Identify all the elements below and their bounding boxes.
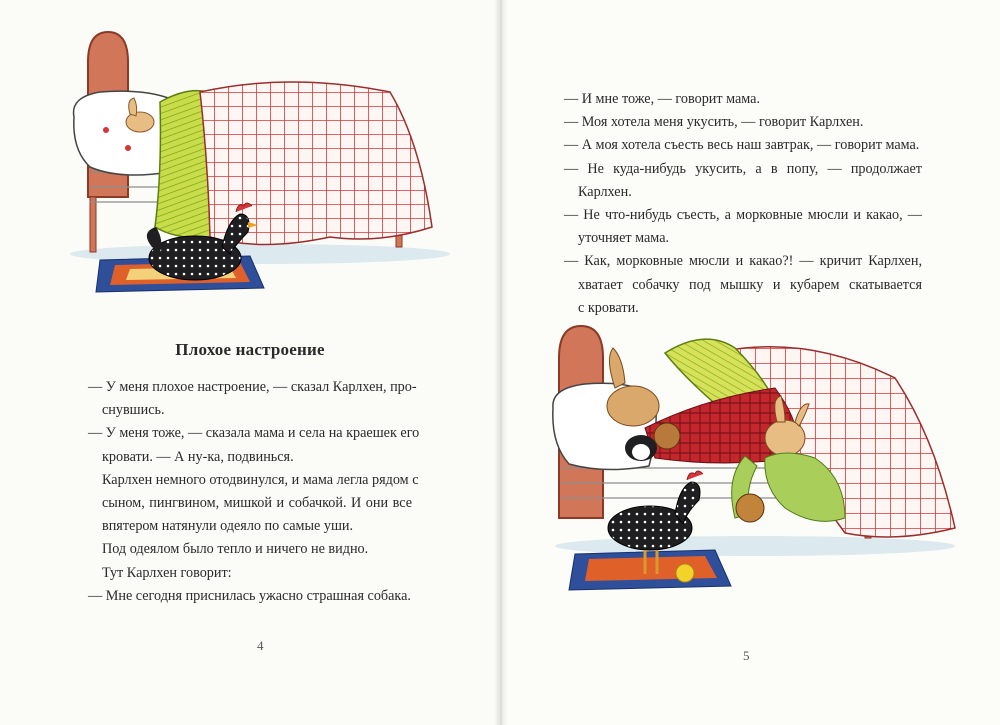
bed-illustration-tumbling [545, 318, 975, 598]
page-number-left: 4 [257, 638, 264, 653]
text-line: кровати. — А ну-ка, подвинься. [102, 448, 294, 465]
text-line: — Не куда-нибудь укусить, а в попу, — продолжает [564, 160, 922, 177]
chapter-heading: Плохое настроение [175, 340, 325, 359]
right-page-text [564, 88, 922, 320]
text-line: сыном, пингвином, мишкой и собачкой. И они все [102, 495, 412, 512]
bed-illustration-sleeping [60, 22, 460, 302]
text-line: Карлхен немного отодвинулся, и мама легла рядом с [102, 471, 419, 488]
text-line: — Мне сегодня приснилась ужасно страшная собака. [88, 587, 411, 604]
book-gutter [494, 0, 508, 725]
left-page-text [88, 376, 420, 608]
text-line: снувшись. [102, 402, 165, 419]
text-line: — А моя хотела съесть весь наш завтрак, — говорит мама. [564, 137, 920, 154]
text-line: — Моя хотела меня укусить, — говорит Карлхен. [564, 114, 864, 131]
page-number-right: 5 [743, 648, 750, 663]
text-line: Карлхен. [578, 183, 632, 200]
text-line: хватает собачку под мышку и кубарем скатывается [578, 276, 922, 293]
text-line: Под одеялом было тепло и ничего не видно. [102, 541, 369, 558]
text-line: с кровати. [578, 299, 639, 316]
right-page [500, 0, 1000, 725]
text-line: — Как, морковные мюсли и какао?! — кричит Карлхен, [564, 253, 922, 270]
text-line: — Не что-нибудь съесть, а морковные мюсли и какао, — [564, 207, 922, 224]
text-line: — И мне тоже, — говорит мама. [564, 91, 761, 107]
text-line: Тут Карлхен говорит: [102, 564, 232, 581]
text-line: — У меня плохое настроение, — сказал Карлхен, про- [88, 379, 417, 395]
text-line: уточняет мама. [578, 230, 670, 247]
text-line: впятером натянули одеяло по самые уши. [102, 518, 354, 535]
text-line: — У меня тоже, — сказала мама и села на краешек его [88, 425, 420, 442]
